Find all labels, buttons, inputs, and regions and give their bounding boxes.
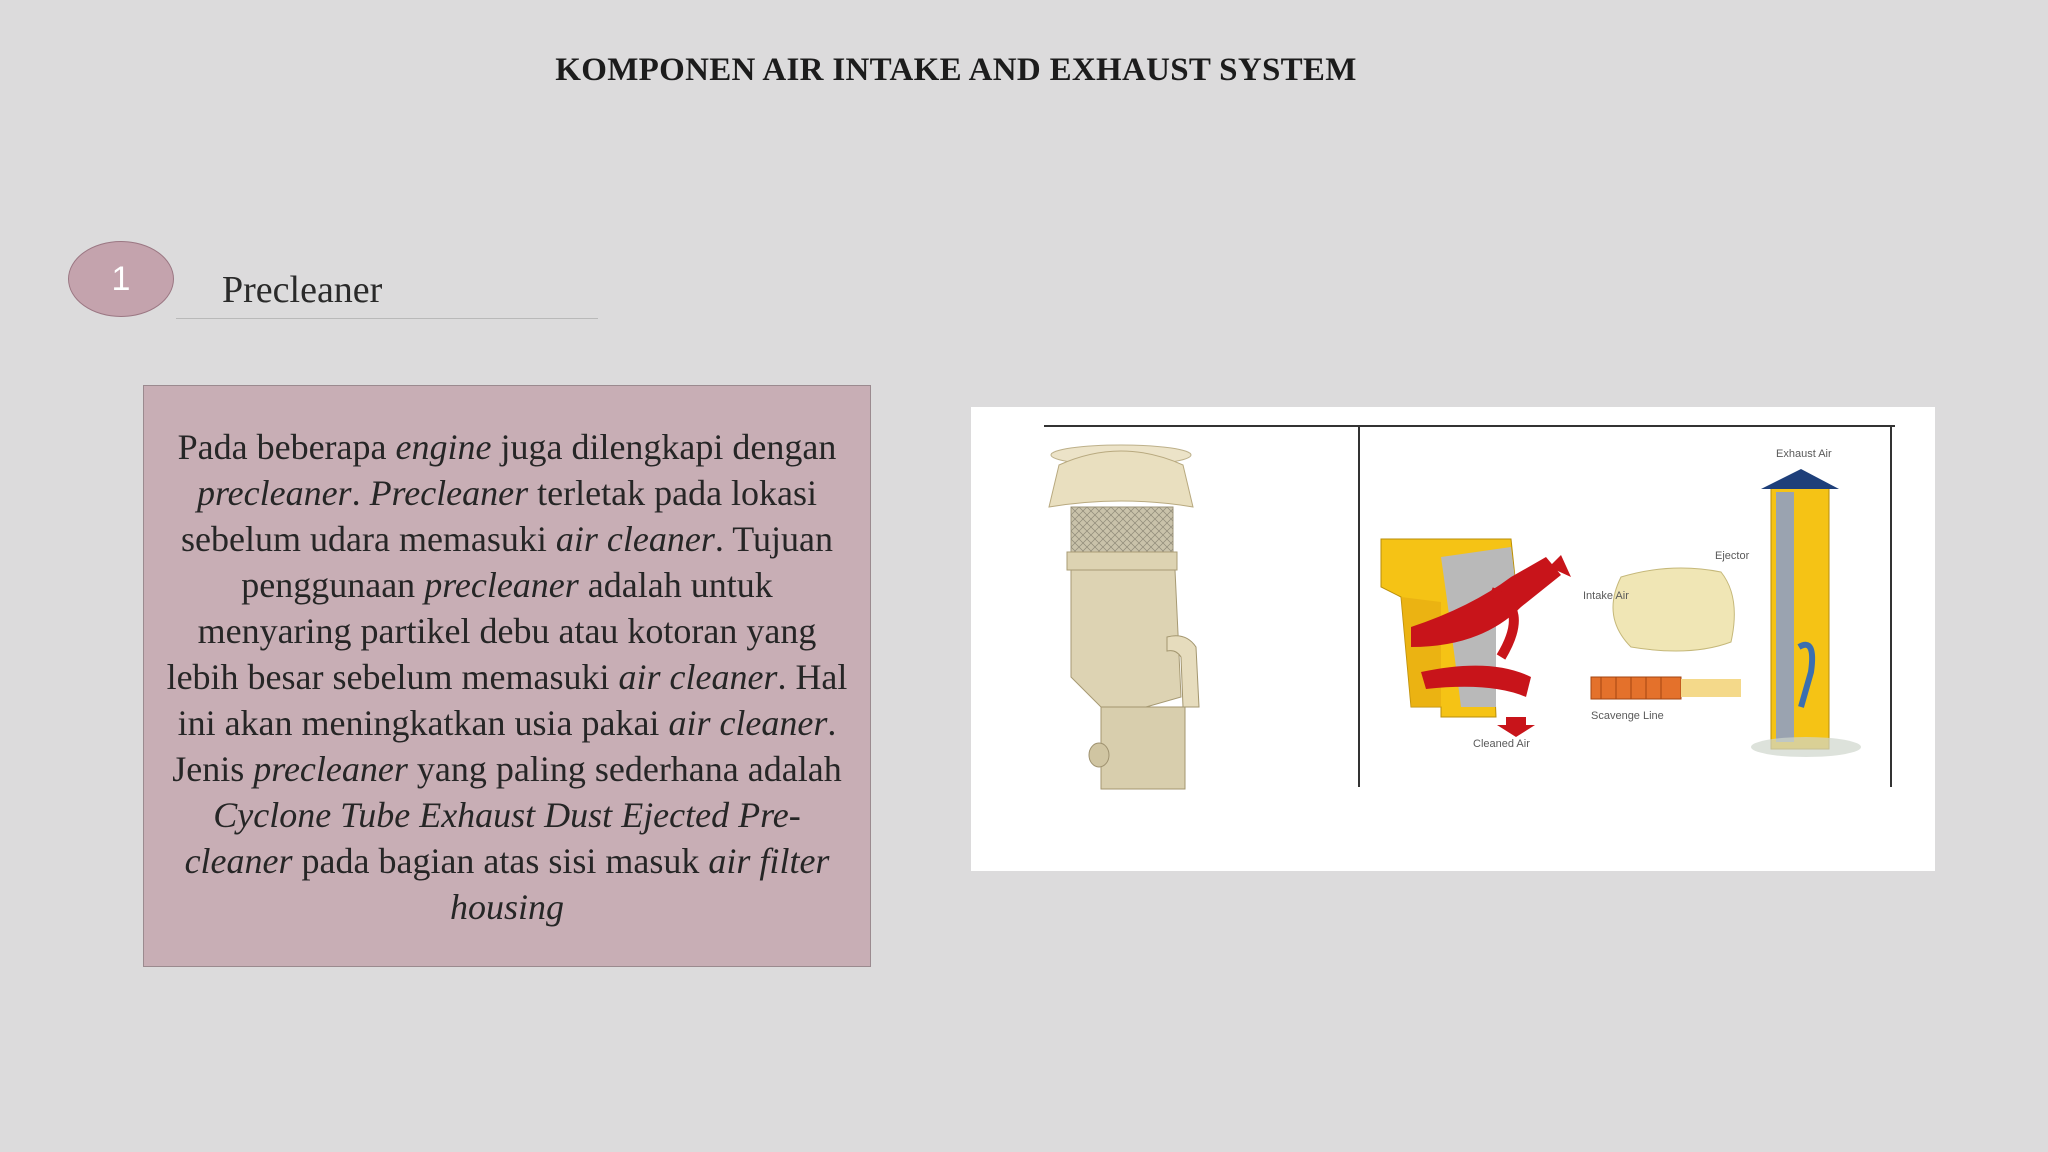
intake-air-label: Intake Air [1583,590,1629,602]
heading-underline [176,318,598,319]
precleaner-figure [971,407,1935,871]
italic-term: engine [395,427,492,467]
italic-term: precleaner [424,565,579,605]
text-run: . Tujuan penggunaan [241,519,833,605]
scavenge-line-label: Scavenge Line [1591,710,1664,722]
text-run: Pada beberapa [177,427,396,467]
italic-term: air cleaner [555,519,715,559]
text-run: . Hal ini akan meningkatkan usia pakai [177,657,848,743]
exhaust-air-label: Exhaust Air [1776,448,1832,460]
italic-term: air filter housing [449,841,830,927]
precleaner-canister-image [1049,445,1199,789]
description-text [162,424,852,930]
italic-term: precleaner [196,473,352,513]
precleaner-illustration [971,407,1935,871]
cleaned-air-label: Cleaned Air [1473,738,1530,750]
italic-term: air cleaner [618,657,778,697]
ejector-label: Ejector [1715,550,1750,562]
italic-term: Cyclone Tube Exhaust Dust Ejected Pre- cleaner [184,795,801,881]
slide-title: KOMPONEN AIR INTAKE AND EXHAUST SYSTEM [555,52,1357,88]
section-heading: Precleaner [222,269,383,311]
text-run: pada bagian atas sisi masuk [292,841,709,881]
italic-term: precleaner [253,749,408,789]
text-run: juga dilengkapi dengan [491,427,837,467]
description-box [143,385,871,967]
text-run: adalah untuk menyaring partikel debu atau kotoran yang lebih besar sebelum memasuki [166,565,817,697]
text-run: yang paling sederhana adalah [407,749,842,789]
text-run: terletak pada lokasi sebelum udara memasuki [181,473,818,559]
text-run: . [351,473,370,513]
item-number-badge: 1 [68,241,174,317]
text-run: . Jenis [172,703,837,789]
italic-term: air cleaner [668,703,828,743]
italic-term: Precleaner [369,473,529,513]
